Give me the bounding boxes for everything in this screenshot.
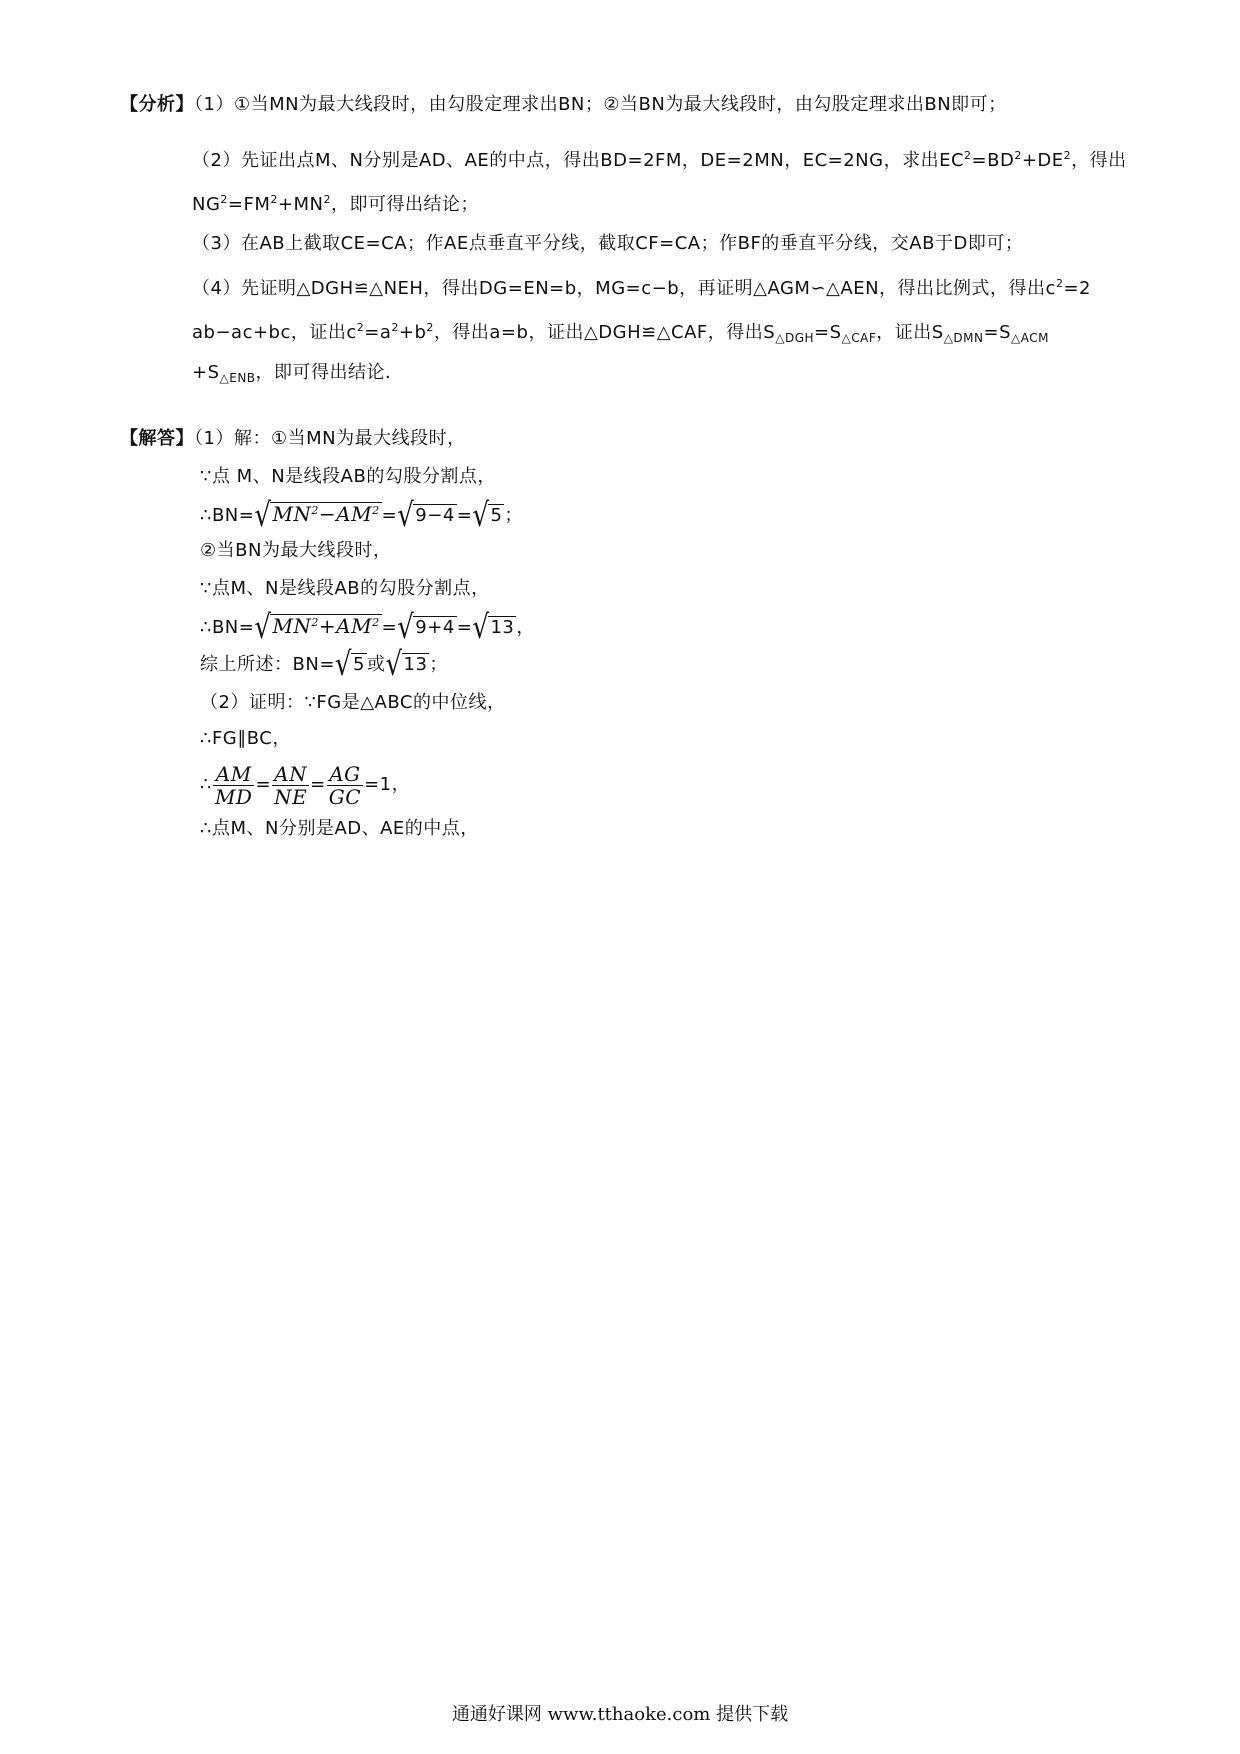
- sqrt-expression: [254, 497, 381, 535]
- solution-text-7c: 或: [366, 654, 386, 675]
- radicand: 9−4: [415, 505, 455, 526]
- subscript: △ACM: [1011, 331, 1049, 345]
- analysis-line-5: [192, 276, 1091, 302]
- solution-tag: 【解答】: [120, 428, 194, 449]
- denominator: NE: [274, 784, 308, 809]
- radicand: 13: [490, 617, 515, 638]
- fraction: [327, 763, 363, 808]
- solution-line-1: [120, 426, 466, 452]
- analysis-line-4: [192, 231, 1023, 257]
- solution-text-5: ∵点M、N是线段AB的勾股分割点，: [200, 578, 490, 599]
- analysis-text-6d: ，得出a=b，证出△DGH≌△CAF，得出S: [433, 322, 776, 343]
- sqrt-expression: [254, 609, 381, 647]
- analysis-text-5b: =2: [1063, 278, 1091, 299]
- analysis-text-3a: NG: [192, 194, 221, 215]
- superscript: 2: [372, 504, 380, 517]
- denominator: MD: [214, 784, 253, 809]
- solution-line-11: [200, 816, 479, 842]
- solution-text-8: （2）证明：∵FG是△ABC的中位线，: [200, 692, 506, 713]
- analysis-text-7c: ，即可得出结论．: [255, 362, 404, 383]
- analysis-text-3b: =FM: [227, 194, 271, 215]
- analysis-text-1: （1）①当MN为最大线段时，由勾股定理求出BN；②当BN为最大线段时，由勾股定理求出BN即可；: [194, 94, 1007, 115]
- equals: =: [456, 505, 473, 526]
- solution-line-5: [200, 576, 490, 602]
- solution-line-2: [200, 464, 496, 490]
- equals: =: [381, 505, 398, 526]
- solution-text-7a: 综上所述：BN=: [200, 654, 335, 675]
- footer: 通通好课网 www.tthaoke.com 提供下载: [451, 1704, 789, 1725]
- solution-line-3: [200, 497, 523, 535]
- punctuation: ；: [429, 654, 448, 675]
- analysis-line-1: [120, 92, 1007, 118]
- solution-line-7: [200, 646, 448, 684]
- analysis-text-5a: （4）先证明△DGH≌△NEH，得出DG=EN=b，MG=c−b，再证明△AGM∽△AEN，得出比例式，得出c: [192, 278, 1056, 299]
- math-term: MN: [272, 614, 312, 638]
- solution-text-10b: =1，: [364, 774, 411, 795]
- radicand: [270, 614, 381, 637]
- radicand: 13: [403, 654, 428, 675]
- solution-text-11: ∴点M、N分别是AD、AE的中点，: [200, 818, 479, 839]
- math-term: +AM: [318, 614, 373, 638]
- solution-text-1: （1）解：①当MN为最大线段时，: [194, 428, 466, 449]
- analysis-text-6f: =S: [814, 322, 842, 343]
- denominator: GC: [328, 784, 362, 809]
- sqrt-expression: [334, 646, 367, 684]
- superscript: 2: [323, 193, 331, 206]
- solution-text-3a: ∴BN=: [200, 505, 255, 526]
- analysis-tag: 【分析】: [120, 94, 194, 115]
- radical-sign: √: [254, 497, 272, 535]
- superscript: 2: [311, 616, 319, 629]
- superscript: 2: [270, 193, 278, 206]
- analysis-text-2d: ，得出: [1071, 150, 1127, 171]
- sqrt-expression: [385, 646, 429, 684]
- superscript: 2: [391, 321, 399, 334]
- equals: =: [456, 617, 473, 638]
- punctuation: ；: [504, 505, 523, 526]
- analysis-text-6j: =S: [983, 322, 1012, 343]
- superscript: 2: [426, 321, 434, 334]
- solution-line-9: [200, 726, 291, 752]
- equals: =: [381, 617, 398, 638]
- math-term: MN: [272, 502, 312, 526]
- radical-sign: √: [254, 609, 272, 647]
- analysis-text-2b: =BD: [971, 150, 1015, 171]
- radicand: 9+4: [415, 617, 455, 638]
- fraction: [213, 763, 255, 808]
- solution-line-8: [200, 690, 505, 716]
- radical-sign: √: [397, 497, 415, 535]
- solution-line-4: [200, 538, 391, 564]
- analysis-text-6h: ，证出S: [876, 322, 944, 343]
- superscript: 2: [1014, 149, 1022, 162]
- solution-text-2: ∵点 M、N是线段AB的勾股分割点，: [200, 466, 496, 487]
- equals: =: [310, 774, 326, 795]
- superscript: 2: [1055, 277, 1064, 290]
- subscript: △CAF: [841, 331, 877, 345]
- analysis-line-3: [192, 192, 479, 218]
- superscript: 2: [1063, 149, 1072, 162]
- radical-sign: √: [397, 609, 415, 647]
- therefore: ∴: [200, 774, 212, 795]
- analysis-text-3d: ，即可得出结论；: [330, 194, 479, 215]
- radicand: 5: [490, 505, 503, 526]
- radical-sign: √: [472, 609, 490, 647]
- subscript: △ENB: [219, 371, 256, 385]
- analysis-line-6: [192, 320, 1049, 346]
- analysis-text-6b: =a: [364, 322, 392, 343]
- radical-sign: √: [334, 646, 352, 684]
- sqrt-expression: [472, 497, 504, 535]
- solution-text-4: ②当BN为最大线段时，: [200, 540, 392, 561]
- radical-sign: √: [472, 497, 490, 535]
- analysis-line-7: [192, 360, 404, 386]
- numerator: AM: [213, 763, 255, 786]
- math-term: −AM: [318, 502, 373, 526]
- solution-text-9: ∴FG∥BC，: [200, 728, 291, 749]
- analysis-line-2: [192, 148, 1127, 174]
- radical-sign: √: [385, 646, 403, 684]
- sqrt-expression: [397, 609, 457, 647]
- numerator: AG: [327, 763, 363, 786]
- analysis-text-6c: +b: [398, 322, 427, 343]
- numerator: AN: [272, 763, 309, 786]
- superscript: 2: [220, 193, 228, 206]
- subscript: △DGH: [775, 331, 815, 345]
- analysis-text-3c: +MN: [277, 194, 324, 215]
- superscript: 2: [372, 616, 380, 629]
- analysis-text-6a: ab−ac+bc，证出c: [192, 322, 357, 343]
- analysis-text-7a: +S: [192, 362, 220, 383]
- superscript: 2: [964, 149, 972, 162]
- analysis-text-4: （3）在AB上截取CE=CA；作AE点垂直平分线，截取CF=CA；作BF的垂直平分线，交AB于D即可；: [192, 233, 1024, 254]
- equals: =: [255, 774, 272, 795]
- sqrt-expression: [397, 497, 457, 535]
- analysis-text-2c: +DE: [1021, 150, 1064, 171]
- superscript: 2: [356, 321, 365, 334]
- superscript: 2: [311, 504, 319, 517]
- radicand: 5: [352, 654, 365, 675]
- punctuation: ，: [516, 617, 535, 638]
- solution-line-6: [200, 609, 535, 647]
- solution-line-10: [200, 760, 410, 810]
- sqrt-expression: [472, 609, 516, 647]
- analysis-text-2a: （2）先证出点M、N分别是AD、AE的中点，得出BD=2FM，DE=2MN，EC=2NG，求出EC: [192, 150, 965, 171]
- fraction: [272, 763, 309, 808]
- subscript: △DMN: [943, 331, 984, 345]
- radicand: [270, 502, 381, 525]
- solution-text-6a: ∴BN=: [200, 617, 255, 638]
